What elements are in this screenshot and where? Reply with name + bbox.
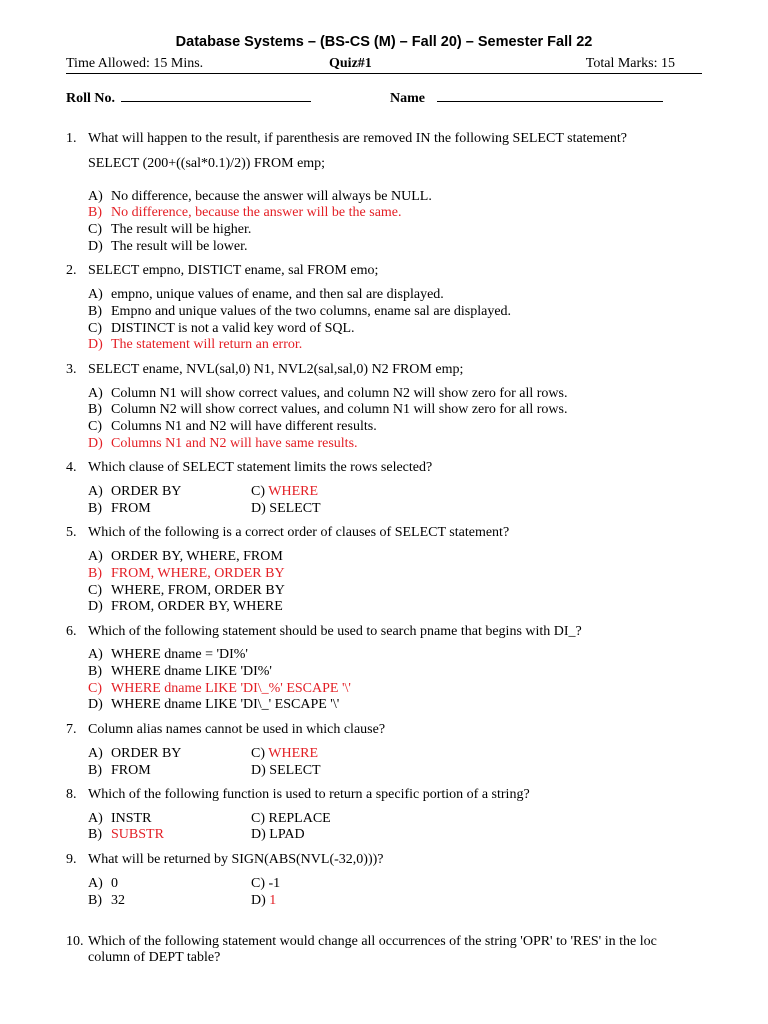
option-label: C): [88, 321, 102, 336]
option-text: Columns N1 and N2 will have same results.: [111, 436, 358, 451]
option-text: INSTR: [111, 811, 152, 826]
option-label: B): [88, 402, 102, 417]
question-text: Which of the following statement would change all occurrences of the string 'OPR' to 'RES' in the loc column of DEPT table?: [88, 934, 657, 965]
total-marks: Total Marks: 15: [585, 56, 675, 71]
option-label: A): [88, 484, 103, 499]
option-text: 0: [111, 876, 118, 891]
option: [88, 402, 567, 418]
question-number: 2.: [66, 263, 77, 278]
option-text: empno, unique values of ename, and then sal are displayed.: [111, 287, 444, 302]
option-label: B): [88, 205, 102, 220]
question-code: SELECT (200+((sal*0.1)/2)) FROM emp;: [88, 156, 326, 171]
option: [88, 321, 355, 337]
option-text: Columns N1 and N2 will have different results.: [111, 419, 377, 434]
option-label: A): [88, 386, 103, 401]
option-text: Column N2 will show correct values, and column N1 will show zero for all rows.: [111, 402, 568, 417]
option-label: B): [88, 827, 102, 842]
roll-field: [66, 89, 311, 107]
option-label: A): [88, 189, 103, 204]
option: [88, 239, 247, 255]
option-answer: [88, 681, 351, 697]
option: [88, 697, 339, 713]
option-label: C): [251, 811, 265, 826]
option-label: D): [88, 436, 103, 451]
option-answer: [88, 436, 358, 452]
option: [88, 599, 283, 615]
question-number: 3.: [66, 362, 77, 377]
option-label: C): [88, 222, 102, 237]
option: [88, 484, 181, 500]
question-text: Which of the following is a correct order of clauses of SELECT statement?: [88, 525, 510, 540]
question-number: 8.: [66, 787, 77, 802]
option-text: SELECT: [269, 763, 321, 778]
option-label: D): [88, 337, 103, 352]
option: [88, 647, 248, 663]
option-text: SELECT: [269, 501, 321, 516]
option: [251, 763, 321, 779]
roll-blank: [121, 89, 311, 102]
option: [88, 287, 444, 303]
option-text: FROM: [111, 763, 151, 778]
option-text: The statement will return an error.: [111, 337, 303, 352]
option-text: LPAD: [269, 827, 305, 842]
option-label: B): [88, 893, 102, 908]
option: [88, 222, 251, 238]
question-text: What will be returned by SIGN(ABS(NVL(-32,0)))?: [88, 852, 384, 867]
option-text: ORDER BY, WHERE, FROM: [111, 549, 283, 564]
option-text: 1: [269, 893, 277, 908]
option-label: A): [88, 876, 103, 891]
option-text: WHERE: [268, 484, 319, 499]
option-label: C): [251, 746, 265, 761]
option: [88, 746, 181, 762]
option: [251, 501, 321, 517]
option-text: SUBSTR: [111, 827, 164, 842]
option-text: Column N1 will show correct values, and column N2 will show zero for all rows.: [111, 386, 568, 401]
option-text: ORDER BY: [111, 746, 182, 761]
option-text: WHERE dname LIKE 'DI%': [111, 664, 272, 679]
option-answer: [251, 893, 276, 909]
question-number: 9.: [66, 852, 77, 867]
option: [88, 549, 283, 565]
option-label: C): [88, 681, 102, 696]
option-answer: [88, 205, 402, 221]
option: [88, 876, 118, 892]
option-text: The result will be lower.: [111, 239, 248, 254]
option: [251, 827, 305, 843]
question-text: SELECT ename, NVL(sal,0) N1, NVL2(sal,sal,0) N2 FROM emp;: [88, 362, 464, 377]
option-label: A): [88, 287, 103, 302]
option: [88, 419, 377, 435]
option-text: The result will be higher.: [111, 222, 252, 237]
option-label: D): [88, 697, 103, 712]
option: [88, 811, 151, 827]
roll-label: Roll No.: [66, 91, 115, 106]
option-label: D): [251, 501, 266, 516]
option-text: No difference, because the answer will be the same.: [111, 205, 402, 220]
quiz-meta-row: [66, 56, 702, 74]
option-label: D): [88, 239, 103, 254]
option: [88, 583, 285, 599]
option-label: D): [251, 763, 266, 778]
question-text: Which of the following function is used to return a specific portion of a string?: [88, 787, 530, 802]
option: [88, 763, 151, 779]
option-answer: [251, 746, 318, 762]
option-text: ORDER BY: [111, 484, 182, 499]
question-number: 7.: [66, 722, 77, 737]
question-text: Column alias names cannot be used in which clause?: [88, 722, 386, 737]
option-label: A): [88, 549, 103, 564]
question-number: 4.: [66, 460, 77, 475]
option-text: -1: [268, 876, 281, 891]
question-number: 5.: [66, 525, 77, 540]
option-text: WHERE dname LIKE 'DI\_%' ESCAPE '\': [111, 681, 351, 696]
option: [88, 189, 432, 205]
question-text: Which clause of SELECT statement limits the rows selected?: [88, 460, 433, 475]
question-text: What will happen to the result, if parenthesis are removed IN the following SELECT statement?: [88, 131, 627, 146]
option-label: C): [88, 583, 102, 598]
option-text: WHERE, FROM, ORDER BY: [111, 583, 285, 598]
option-label: A): [88, 647, 103, 662]
option-label: D): [251, 893, 266, 908]
option-answer: [251, 484, 318, 500]
question-number: 6.: [66, 624, 77, 639]
question-text: SELECT empno, DISTICT ename, sal FROM emo;: [88, 263, 379, 278]
option-label: B): [88, 304, 102, 319]
option-answer: [88, 337, 302, 353]
option-label: B): [88, 763, 102, 778]
option-label: A): [88, 811, 103, 826]
option-text: No difference, because the answer will always be NULL.: [111, 189, 432, 204]
quiz-number: Quiz#1: [329, 56, 372, 71]
name-label: Name: [390, 91, 425, 106]
option: [88, 664, 272, 680]
option-text: Empno and unique values of the two columns, ename sal are displayed.: [111, 304, 512, 319]
option-label: D): [251, 827, 266, 842]
option-text: FROM, WHERE, ORDER BY: [111, 566, 285, 581]
option-label: C): [251, 484, 265, 499]
option: [88, 386, 567, 402]
option: [88, 501, 151, 517]
option: [88, 304, 511, 320]
option: [251, 811, 331, 827]
option-answer: [88, 566, 285, 582]
option-label: D): [88, 599, 103, 614]
name-field: [390, 89, 663, 107]
option-text: WHERE dname = 'DI%': [111, 647, 248, 662]
option-text: WHERE dname LIKE 'DI\_' ESCAPE '\': [111, 697, 340, 712]
option-label: C): [88, 419, 102, 434]
option-label: B): [88, 664, 102, 679]
question-number: 1.: [66, 131, 77, 146]
option-label: A): [88, 746, 103, 761]
option-label: B): [88, 501, 102, 516]
time-allowed: Time Allowed: 15 Mins.: [66, 56, 204, 71]
option: [88, 893, 125, 909]
question-text: Which of the following statement should be used to search pname that begins with DI_?: [88, 624, 582, 639]
option: [251, 876, 280, 892]
option-text: REPLACE: [268, 811, 331, 826]
option-text: FROM, ORDER BY, WHERE: [111, 599, 283, 614]
option-text: 32: [111, 893, 125, 908]
name-blank: [437, 89, 663, 102]
option-text: DISTINCT is not a valid key word of SQL.: [111, 321, 355, 336]
option-label: C): [251, 876, 265, 891]
option-answer: [88, 827, 164, 843]
option-label: B): [88, 566, 102, 581]
option-text: WHERE: [268, 746, 319, 761]
page-title: Database Systems – (BS-CS (M) – Fall 20) – Semester Fall 22: [175, 34, 593, 50]
question-number: 10.: [66, 934, 84, 949]
option-text: FROM: [111, 501, 151, 516]
